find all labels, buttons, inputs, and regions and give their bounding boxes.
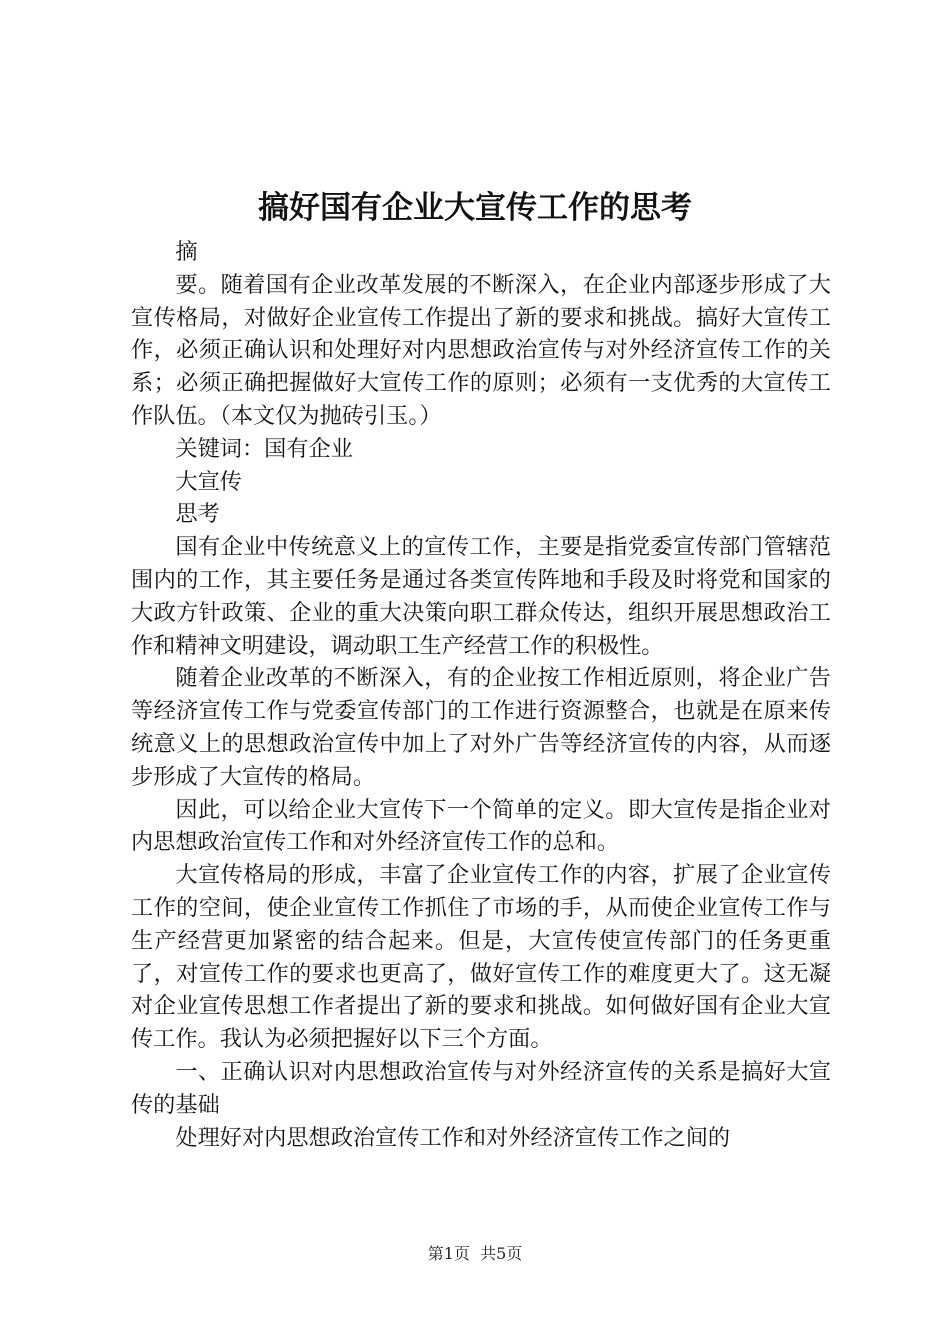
paragraph: 国有企业中传统意义上的宣传工作，主要是指党委宣传部门管辖范围内的工作，其主要任务是通过各类宣传阵地和手段及时将党和国家的大政方针政策、企业的重大决策向职工群众传达，组织开展思想政治工作和精神文明建设，调动职工生产经营工作的积极性。 [131,534,831,659]
paragraph-abstract: 要。随着国有企业改革发展的不断深入，在企业内部逐步形成了大宣传格局，对做好企业宣传工作提出了新的要求和挑战。搞好大宣传工作，必须正确认识和处理好对内思想政治宣传与对外经济宣传工作的关系；必须正确把握做好大宣传工作的原则；必须有一支优秀的大宣传工作队伍。（本文仅为抛砖引玉。） [131,271,831,429]
document-body [131,236,831,1154]
paragraph-keywords: 关键词：国有企业 [175,435,353,462]
section-heading: 一、正确认识对内思想政治宣传与对外经济宣传的关系是搞好大宣传的基础 [131,1058,831,1118]
paragraph: 因此，可以给企业大宣传下一个简单的定义。即大宣传是指企业对内思想政治宣传工作和对外经济宣传工作的总和。 [131,796,831,856]
paragraph-keyword-3: 思考 [175,501,220,528]
paragraph-keyword-2: 大宣传 [175,468,242,495]
page-total: 共5页 [480,1244,523,1263]
page-footer [0,1243,950,1265]
document-title: 搞好国有企业大宣传工作的思考 [258,190,692,226]
paragraph-abstract-label: 摘 [175,239,198,265]
paragraph: 处理好对内思想政治宣传工作和对外经济宣传工作之间的 [175,1124,731,1151]
page-number: 第1页 [427,1244,470,1263]
paragraph: 随着企业改革的不断深入，有的企业按工作相近原则，将企业广告等经济宣传工作与党委宣传部门的工作进行资源整合，也就是在原来传统意义上的思想政治宣传中加上了对外广告等经济宣传的内容，从而逐步形成了大宣传的格局。 [131,665,831,790]
paragraph: 大宣传格局的形成，丰富了企业宣传工作的内容，扩展了企业宣传工作的空间，使企业宣传工作抓住了市场的手，从而使企业宣传工作与生产经营更加紧密的结合起来。但是，大宣传使宣传部门的任务更重了，对宣传工作的要求也更高了，做好宣传工作的难度更大了。这无凝对企业宣传思想工作者提出了新的要求和挑战。如何做好国有企业大宣传工作。我认为必须把握好以下三个方面。 [131,862,831,1053]
